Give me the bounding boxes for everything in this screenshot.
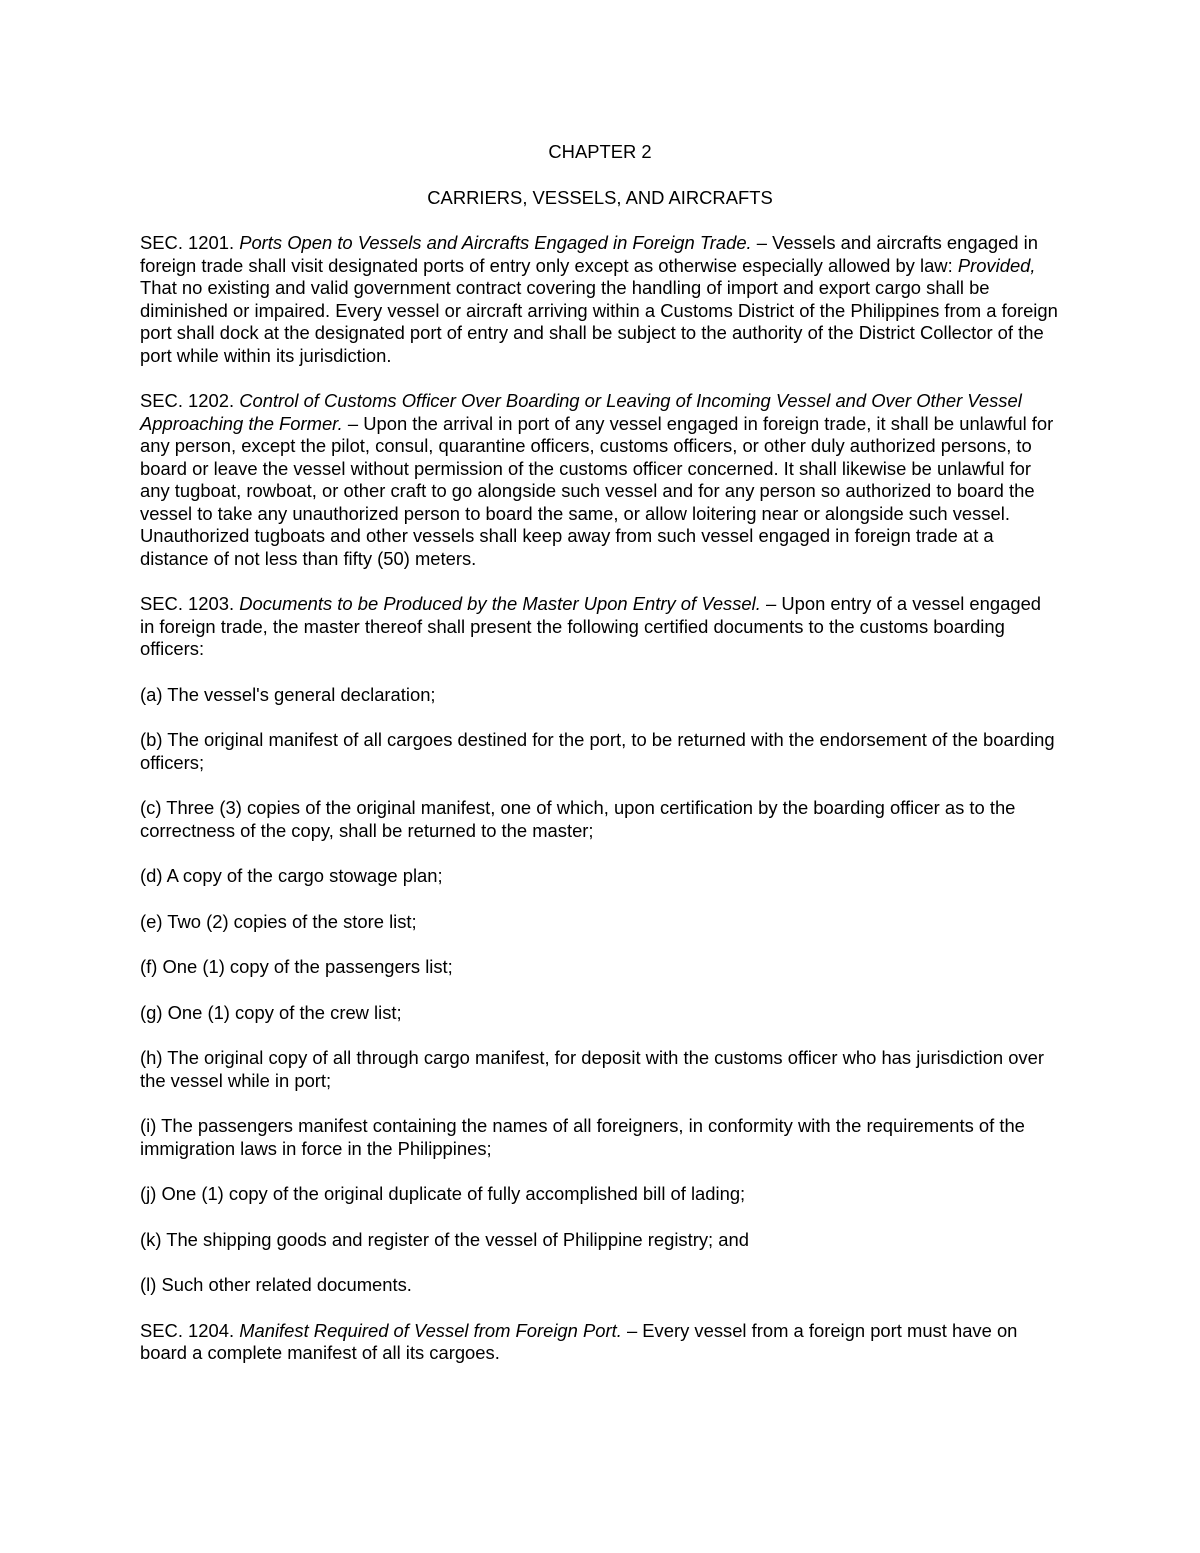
list-item-e: (e) Two (2) copies of the store list; bbox=[140, 910, 417, 932]
list-item-g: (g) One (1) copy of the crew list; bbox=[140, 1001, 402, 1023]
section-title: Documents to be Produced by the Master Upon Entry of Vessel. bbox=[239, 593, 761, 614]
section-number: SEC. 1201. bbox=[140, 232, 235, 253]
list-item-b: (b) The original manifest of all cargoes destined for the port, to be returned with the endorsement of the boarding officers; bbox=[140, 729, 1055, 773]
section-text: – Vessels and aircrafts engaged in foreign trade shall visit designated ports of entry only except as otherwise especially allowed by law: bbox=[140, 232, 1038, 276]
section-text: – Every vessel from a foreign port must have on board a complete manifest of all its cargoes. bbox=[140, 1319, 1018, 1363]
section-text: That no existing and valid government contract covering the handling of import and export cargo shall be diminished or impaired. Every vessel or aircraft arriving within a Customs District of the Philippines from a foreign port shall dock at the designated port of entry and shall be subject to the authority of the District Collector of the port while within its jurisdiction. bbox=[140, 277, 1058, 366]
chapter-heading: CHAPTER 2 bbox=[548, 141, 652, 162]
document-page bbox=[140, 141, 1060, 1388]
list-item-f: (f) One (1) copy of the passengers list; bbox=[140, 956, 453, 977]
list-item-h: (h) The original copy of all through cargo manifest, for deposit with the customs officer who has jurisdiction over the vessel while in port; bbox=[140, 1047, 1044, 1091]
provided-term: Provided, bbox=[957, 254, 1036, 276]
list-item-k: (k) The shipping goods and register of the vessel of Philippine registry; and bbox=[140, 1228, 749, 1250]
section-text: – Upon entry of a vessel engaged in foreign trade, the master thereof shall present the following certified documents to the customs boarding officers: bbox=[140, 593, 1042, 659]
section-title: Ports Open to Vessels and Aircrafts Engaged in Foreign Trade. bbox=[239, 232, 752, 253]
list-item-d: (d) A copy of the cargo stowage plan; bbox=[140, 865, 443, 886]
section-1202 bbox=[140, 390, 1060, 570]
section-number: SEC. 1203. bbox=[140, 593, 235, 614]
section-1203 bbox=[140, 593, 1060, 661]
section-number: SEC. 1204. bbox=[140, 1319, 235, 1341]
section-1204 bbox=[140, 1320, 1060, 1365]
list-item-i: (i) The passengers manifest containing the names of all foreigners, in conformity with the requirements of the immigration laws in force in the Philippines; bbox=[140, 1115, 1025, 1159]
section-text: – Upon the arrival in port of any vessel engaged in foreign trade, it shall be unlawful for any person, except the pilot, consul, quarantine officers, customs officers, or other duly authorized persons, to board or leave the vessel without permission of the customs officer concerned. It shall likewise be unlawful for any tugboat, rowboat, or other craft to go alongside such vessel and for any person so authorized to board the vessel to take any unauthorized person to board the same, or allow loitering near or alongside such vessel. Unauthorized tugboats and other vessels shall keep away from such vessel engaged in foreign trade at a distance of not less than fifty (50) meters. bbox=[140, 412, 1054, 569]
list-item-a: (a) The vessel's general declaration; bbox=[140, 683, 436, 705]
section-number: SEC. 1202. bbox=[140, 390, 235, 411]
chapter-title: CARRIERS, VESSELS, AND AIRCRAFTS bbox=[427, 186, 773, 208]
section-title: Control of Customs Officer Over Boarding or Leaving of Incoming Vessel and Over Other Vessel Approaching the Former. bbox=[140, 390, 1022, 434]
list-item-c: (c) Three (3) copies of the original manifest, one of which, upon certification by the boarding officer as to the correctness of the copy, shall be returned to the master; bbox=[140, 797, 1016, 841]
section-1201 bbox=[140, 232, 1060, 367]
list-item-l: (l) Such other related documents. bbox=[140, 1274, 412, 1295]
section-title: Manifest Required of Vessel from Foreign Port. bbox=[239, 1319, 622, 1341]
list-item-j: (j) One (1) copy of the original duplicate of fully accomplished bill of lading; bbox=[140, 1183, 746, 1204]
